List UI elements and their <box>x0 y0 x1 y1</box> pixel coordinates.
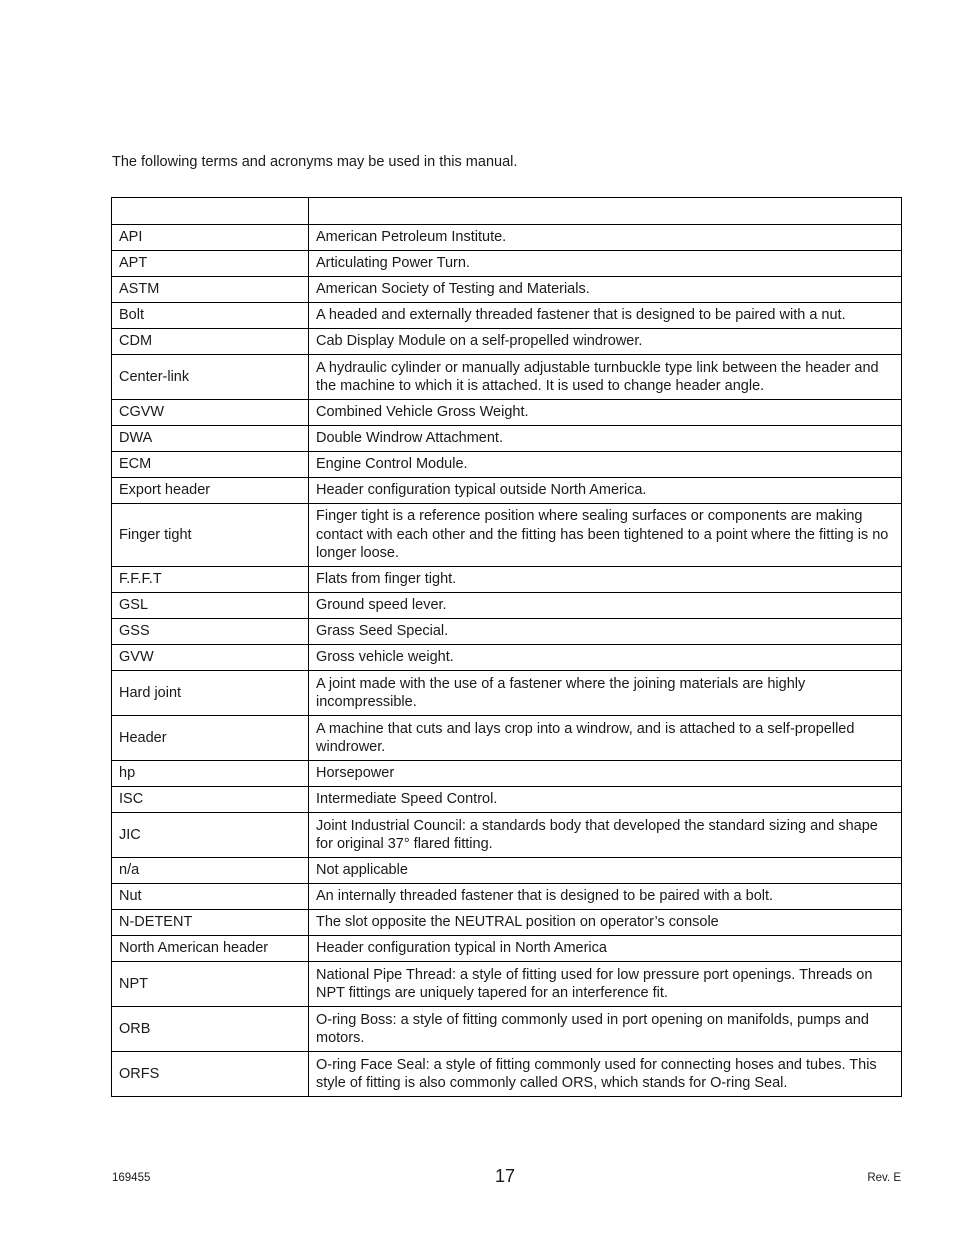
definition-cell: An internally threaded fastener that is designed to be paired with a bolt. <box>309 884 902 910</box>
table-header-row <box>112 198 902 225</box>
intro-text: The following terms and acronyms may be used in this manual. <box>112 154 518 170</box>
table-row <box>112 567 902 593</box>
definition-cell: Header configuration typical outside North America. <box>309 478 902 504</box>
definition-cell: O-ring Face Seal: a style of fitting commonly used for connecting hoses and tubes. This style of fitting is also commonly called ORS, which stands for O-ring Seal. <box>309 1052 902 1097</box>
table-row <box>112 858 902 884</box>
term-cell: Export header <box>112 478 309 504</box>
table-row <box>112 619 902 645</box>
term-cell: Hard joint <box>112 671 309 716</box>
table-row <box>112 504 902 567</box>
definition-cell: Horsepower <box>309 761 902 787</box>
term-cell: ISC <box>112 787 309 813</box>
table-row <box>112 910 902 936</box>
term-cell: Center-link <box>112 355 309 400</box>
definition-cell: Cab Display Module on a self-propelled windrower. <box>309 329 902 355</box>
table-row <box>112 716 902 761</box>
definition-cell: American Society of Testing and Materials. <box>309 277 902 303</box>
terms-table <box>111 197 902 1097</box>
term-cell: Header <box>112 716 309 761</box>
term-cell: n/a <box>112 858 309 884</box>
table-row <box>112 962 902 1007</box>
table-row <box>112 478 902 504</box>
table-row <box>112 355 902 400</box>
term-cell: GSL <box>112 593 309 619</box>
footer-revision: Rev. E <box>867 1172 901 1184</box>
header-cell-definition <box>309 198 902 225</box>
table-row <box>112 936 902 962</box>
term-cell: ORFS <box>112 1052 309 1097</box>
term-cell: Finger tight <box>112 504 309 567</box>
definition-cell: A joint made with the use of a fastener where the joining materials are highly incompressible. <box>309 671 902 716</box>
definition-cell: Articulating Power Turn. <box>309 251 902 277</box>
term-cell: ORB <box>112 1007 309 1052</box>
table-row <box>112 787 902 813</box>
term-cell: ASTM <box>112 277 309 303</box>
table-row <box>112 251 902 277</box>
term-cell: hp <box>112 761 309 787</box>
table-row <box>112 225 902 251</box>
definition-cell: National Pipe Thread: a style of fitting used for low pressure port openings. Threads on NPT fittings are uniquely tapered for an interference fit. <box>309 962 902 1007</box>
table-row <box>112 400 902 426</box>
definition-cell: Engine Control Module. <box>309 452 902 478</box>
definition-cell: Flats from finger tight. <box>309 567 902 593</box>
table-row <box>112 329 902 355</box>
table-row <box>112 671 902 716</box>
term-cell: N-DETENT <box>112 910 309 936</box>
term-cell: GVW <box>112 645 309 671</box>
term-cell: GSS <box>112 619 309 645</box>
definition-cell: Not applicable <box>309 858 902 884</box>
definition-cell: Joint Industrial Council: a standards body that developed the standard sizing and shape for original 37° flared fitting. <box>309 813 902 858</box>
term-cell: North American header <box>112 936 309 962</box>
definition-cell: O-ring Boss: a style of fitting commonly used in port opening on manifolds, pumps and motors. <box>309 1007 902 1052</box>
definition-cell: A headed and externally threaded fastener that is designed to be paired with a nut. <box>309 303 902 329</box>
term-cell: NPT <box>112 962 309 1007</box>
definition-cell: A hydraulic cylinder or manually adjustable turnbuckle type link between the header and the machine to which it is attached. It is used to change header angle. <box>309 355 902 400</box>
table-row <box>112 761 902 787</box>
table-row <box>112 1052 902 1097</box>
definition-cell: Grass Seed Special. <box>309 619 902 645</box>
table-row <box>112 277 902 303</box>
term-cell: Nut <box>112 884 309 910</box>
definition-cell: American Petroleum Institute. <box>309 225 902 251</box>
term-cell: Bolt <box>112 303 309 329</box>
definition-cell: Ground speed lever. <box>309 593 902 619</box>
definition-cell: Gross vehicle weight. <box>309 645 902 671</box>
table-row <box>112 645 902 671</box>
term-cell: ECM <box>112 452 309 478</box>
footer-doc-number: 169455 <box>112 1172 151 1184</box>
term-cell: CDM <box>112 329 309 355</box>
table-row <box>112 884 902 910</box>
table-row <box>112 813 902 858</box>
terms-table-body <box>112 198 902 1097</box>
definition-cell: Intermediate Speed Control. <box>309 787 902 813</box>
term-cell: DWA <box>112 426 309 452</box>
table-row <box>112 593 902 619</box>
definition-cell: The slot opposite the NEUTRAL position on operator’s console <box>309 910 902 936</box>
table-row <box>112 303 902 329</box>
table-row <box>112 1007 902 1052</box>
term-cell: API <box>112 225 309 251</box>
term-cell: JIC <box>112 813 309 858</box>
definition-cell: Finger tight is a reference position where sealing surfaces or components are making contact with each other and the fitting has been tightened to a point where the fitting is no longer loose. <box>309 504 902 567</box>
definition-cell: Double Windrow Attachment. <box>309 426 902 452</box>
footer-page-number: 17 <box>494 1166 516 1186</box>
term-cell: APT <box>112 251 309 277</box>
definition-cell: Combined Vehicle Gross Weight. <box>309 400 902 426</box>
term-cell: F.F.F.T <box>112 567 309 593</box>
definition-cell: A machine that cuts and lays crop into a windrow, and is attached to a self-propelled windrower. <box>309 716 902 761</box>
definition-cell: Header configuration typical in North America <box>309 936 902 962</box>
table-row <box>112 426 902 452</box>
header-cell-term <box>112 198 309 225</box>
table-row <box>112 452 902 478</box>
term-cell: CGVW <box>112 400 309 426</box>
